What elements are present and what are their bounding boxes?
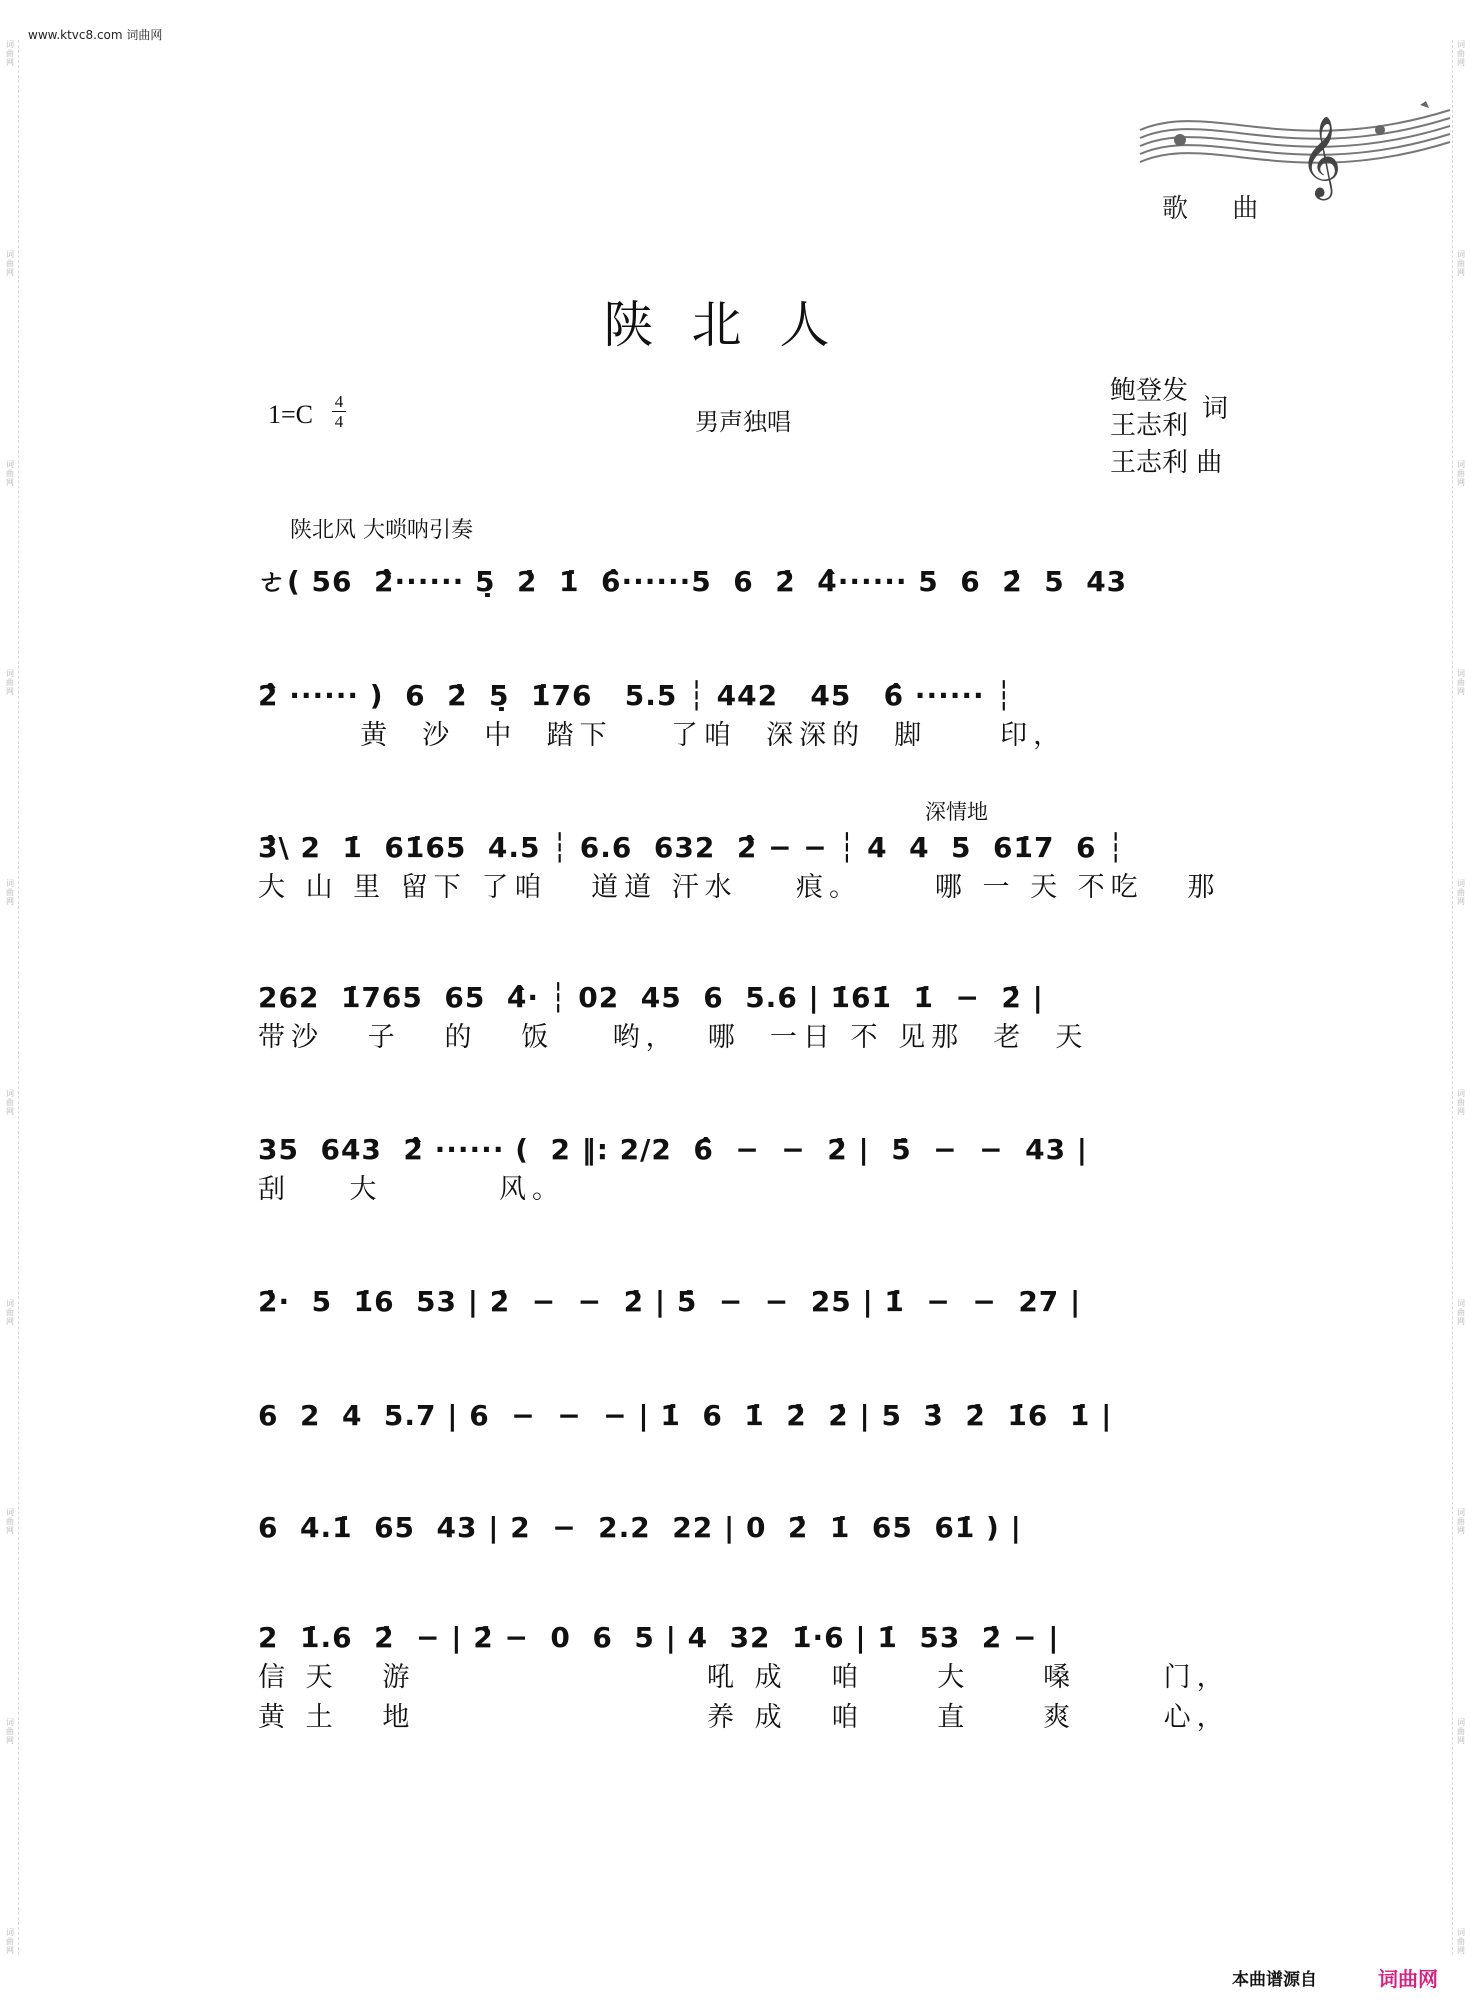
footer-site-link[interactable]: 词曲网 <box>1378 1967 1438 1991</box>
score-line-6 <box>258 1282 1258 1322</box>
site-url[interactable]: www.ktvc8.com 词曲网 <box>28 28 163 42</box>
strip-text: 词 曲 网 <box>1457 1088 1465 1116</box>
strip-text: 词 曲 网 <box>6 1927 14 1955</box>
notes: 35 643 2̂̇ ······ ( 2 ‖: 2/2 6̂ − − 2̇ | 5̇ − − 43 | <box>258 1133 1089 1166</box>
strip-text: 词 曲 网 <box>1457 1298 1465 1326</box>
expression-mark: 深情地 <box>925 800 988 824</box>
performer: 男声独唱 <box>695 408 791 436</box>
notes: 2̂̇ ······ ) 6 2̇ 5̣ 1̇76 5.5 ┆ 442 45 6̂ ······ ┆ <box>258 679 1014 712</box>
lyrics: 大 山 里 留下 了咱 道道 汗水 痕。 哪 一 天 不吃 那 <box>258 872 1221 903</box>
strip-text: 词 曲 网 <box>1457 1927 1465 1955</box>
strip-text: 词 曲 网 <box>6 669 14 697</box>
lyrics: 带沙 子 的 饭 哟， 哪 一日 不 见那 老 天 <box>258 1022 1089 1053</box>
lyricist-2: 王志利 <box>1110 411 1189 441</box>
time-numerator: 4 <box>334 392 344 411</box>
composer: 王志利 曲 <box>1110 448 1223 478</box>
lyrics-verse-2: 黄 土 地 养 成 咱 直 爽 心， <box>258 1702 1230 1733</box>
score-line-1 <box>258 562 1258 602</box>
score-line-5 <box>258 1130 1258 1210</box>
score-line-4 <box>258 978 1258 1058</box>
strip-text: 词 曲 网 <box>1457 1718 1465 1746</box>
logo-text: 歌 曲 <box>1162 194 1277 224</box>
key-signature: 1=C <box>268 400 314 429</box>
lyric-suffix: 词 <box>1202 394 1229 424</box>
time-signature <box>332 392 346 431</box>
lyricist-1: 鲍登发 <box>1110 376 1189 406</box>
svg-text:𝄞: 𝄞 <box>1300 115 1342 197</box>
score-line-9 <box>258 1618 1258 1738</box>
strip-text: 词 曲 网 <box>6 1718 14 1746</box>
notes: 6 4.1̇ 65 43 | 2 − 2.2 22 | 0 2̇ 1̇ 65 61̇ ) | <box>258 1511 1022 1544</box>
strip-text: 词 曲 网 <box>6 459 14 487</box>
strip-text: 词 曲 网 <box>6 40 14 67</box>
strip-text: 词 曲 网 <box>6 1088 14 1116</box>
section-label: 陕北风 大唢呐引奏 <box>290 518 473 543</box>
strip-text: 词 曲 网 <box>6 1298 14 1326</box>
strip-text: 词 曲 网 <box>6 1508 14 1536</box>
time-denominator: 4 <box>334 412 344 431</box>
strip-text: 词 曲 网 <box>1457 1508 1465 1536</box>
notes: 2̇· 5 1̇6 53 | 2̇ − − 2̇ | 5̇ − − 25 | 1̇ − − 27 | <box>258 1285 1082 1318</box>
score-line-8 <box>258 1508 1258 1548</box>
notes: 3̂\ 2 1̇ 61̇65 4.5 ┆ 6.6 632 2̂ − − ┆ 4 4 5 61̇7 6 ┆ <box>258 831 1126 864</box>
lyrics: 黄 沙 中 踏下 了咱 深深的 脚 印， <box>258 720 1067 751</box>
score-line-3 <box>258 828 1258 908</box>
notes: 262 1̇765 65 4̂· ┆ 02 45 6 5.6 | 1̇61̇ 1̇ − 2̇ | <box>258 981 1044 1014</box>
score-line-2 <box>258 676 1258 756</box>
strip-text: 词 曲 网 <box>1457 249 1465 277</box>
strip-text: 词 曲 网 <box>1457 40 1465 67</box>
lyrics-verse-1: 信 天 游 吼 成 咱 大 嗓 门， <box>258 1662 1230 1693</box>
notes: 6 2 4 5.7 | 6 − − − | 1̇ 6 1̇ 2̇ 2̇ | 5 3̇ 2̇ 1̇6 1̇ | <box>258 1399 1113 1432</box>
strip-text: 词 曲 网 <box>6 249 14 277</box>
notes: ㄜ( 56 2̂̇······ 5̣ 2̇ 1̇ 6̂······5 6 2̇ 4̂̇······ 5 6 2̇ 5 43 <box>258 565 1128 598</box>
lyrics: 刮 大 风。 <box>258 1174 565 1205</box>
footer-source-label: 本曲谱源自 <box>1232 1970 1317 1990</box>
notes: 2 1̇.6 2̇ − | 2̇ − 0 6 5 | 4 32 1̇·6 | 1̇ 53 2̇ − | <box>258 1621 1060 1654</box>
song-title: 陕北人 <box>603 296 868 354</box>
strip-text: 词 曲 网 <box>6 879 14 907</box>
strip-text: 词 曲 网 <box>1457 669 1465 697</box>
score-line-7 <box>258 1396 1258 1436</box>
strip-text: 词 曲 网 <box>1457 879 1465 907</box>
strip-text: 词 曲 网 <box>1457 459 1465 487</box>
